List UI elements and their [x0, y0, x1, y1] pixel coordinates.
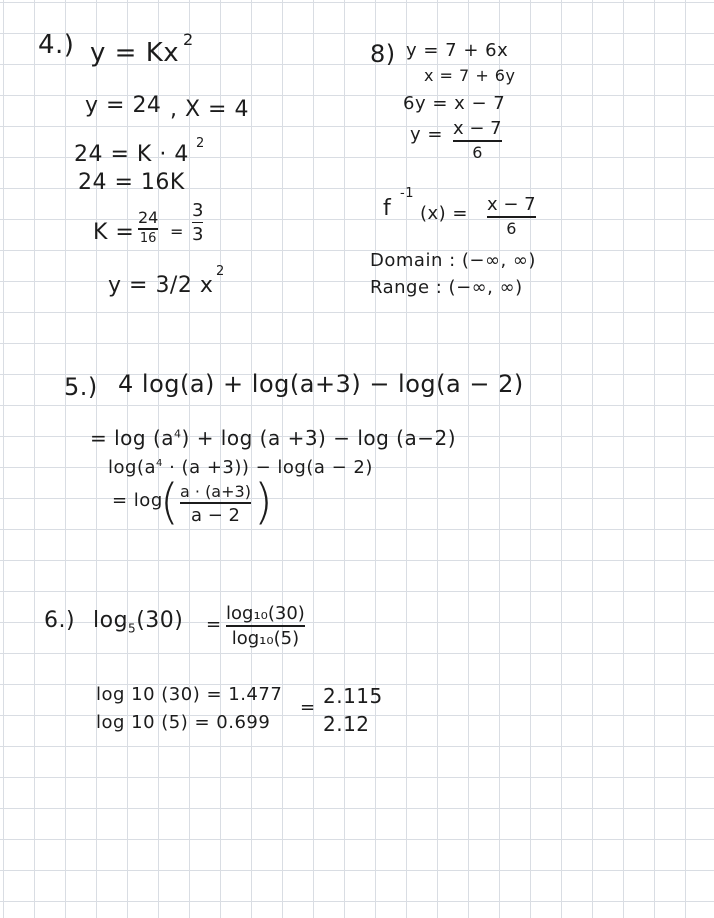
problem-6-numerator: log₁₀(30) [226, 603, 305, 624]
fraction-bar [192, 222, 203, 223]
problem-5-line4-lhs: = log [112, 490, 163, 511]
problem-8-range: Range : (−∞, ∞) [370, 277, 523, 298]
problem-8-inverse-f: f [383, 196, 392, 221]
problem-8-inverse-exponent: -1 [400, 186, 414, 201]
problem-4-equation-exponent: 2 [183, 30, 194, 49]
fraction-bar [138, 228, 158, 230]
fraction-bar [487, 216, 536, 218]
problem-4-k-simplified-numerator: 3 [192, 200, 204, 221]
problem-4-number: 4.) [38, 30, 75, 60]
problem-8-eq2: x = 7 + 6y [424, 66, 516, 85]
problem-5-line4-fraction [180, 482, 251, 526]
problem-6-calc-numerator: log 10 (30) = 1.477 [96, 684, 283, 705]
fraction-bar [226, 625, 305, 627]
problem-8-y-fraction [453, 118, 502, 162]
problem-6-denominator: log₁₀(5) [231, 628, 300, 649]
problem-8-y-numerator: x − 7 [453, 118, 502, 139]
problem-4-given-y: y = 24 [85, 93, 162, 118]
problem-8-number: 8) [370, 40, 396, 68]
problem-5-expression: 4 log(a) + log(a+3) − log(a − 2) [118, 370, 524, 398]
problem-6-result-1: 2.115 [323, 684, 383, 708]
problem-6-change-of-base [226, 603, 305, 649]
problem-5-line2 [90, 426, 456, 450]
problem-8-y-denominator: 6 [472, 143, 483, 162]
problem-4-k-simplified-denominator: 3 [192, 224, 204, 245]
problem-4-k-lhs: K = [93, 220, 135, 245]
problem-6-log-arg: (30) [136, 608, 184, 633]
problem-8-inverse-fraction [487, 194, 536, 238]
problem-8-y-lhs: y = [410, 124, 443, 145]
problem-5-line2-rest: ) + log (a +3) − log (a−2) [181, 426, 457, 450]
problem-4-answer: y = 3/2 x [108, 273, 214, 298]
problem-4-k-numerator: 24 [138, 208, 159, 227]
problem-5-line4-denominator: a − 2 [190, 505, 240, 526]
problem-6-number: 6.) [44, 608, 76, 633]
problem-5-line3-exponent: 4 [156, 458, 163, 469]
problem-6-result-2: 2.12 [323, 712, 370, 736]
problem-6-calc-denominator: log 10 (5) = 0.699 [96, 712, 271, 733]
problem-4-equation: y = Kx [90, 38, 180, 68]
problem-8-eq3: 6y = x − 7 [403, 93, 506, 114]
problem-5-line3-start: log(a [108, 457, 156, 478]
fraction-bar [180, 502, 251, 504]
left-paren: ( [160, 474, 179, 530]
problem-5-line3 [108, 457, 373, 478]
problem-4-given-x: , X = 4 [170, 97, 249, 122]
problem-8-inverse-arg: (x) = [420, 203, 469, 224]
problem-4-k-fraction [138, 208, 158, 246]
problem-4-k-equals: = [170, 222, 184, 241]
problem-4-k-simplified [192, 200, 203, 245]
problem-8-inverse-numerator: x − 7 [487, 194, 536, 215]
problem-4-answer-exponent: 2 [216, 264, 225, 279]
problem-5-line2-start: = log (a [90, 426, 175, 450]
problem-5-line4-numerator: a · (a+3) [180, 482, 251, 501]
problem-6-equals: = [206, 614, 222, 635]
problem-6-log: log [93, 608, 129, 633]
right-paren: ) [254, 474, 273, 530]
problem-8-inverse-denominator: 6 [506, 219, 517, 238]
problem-4-substitution-exponent: 2 [196, 136, 205, 151]
problem-6-lhs [93, 608, 183, 635]
problem-8-domain: Domain : (−∞, ∞) [370, 250, 536, 271]
fraction-bar [453, 140, 502, 142]
problem-4-k-denominator: 16 [139, 231, 157, 246]
problem-4-substitution: 24 = K · 4 [74, 142, 189, 167]
problem-6-calc-equals: = [300, 697, 316, 718]
problem-4-step2: 24 = 16K [78, 170, 185, 195]
problem-5-number: 5.) [64, 373, 98, 401]
problem-6-log-base: 5 [128, 621, 137, 636]
problem-5-line2-exponent: 4 [174, 427, 182, 441]
problem-8-eq1: y = 7 + 6x [406, 40, 509, 61]
problem-5-line3-rest: · (a +3)) − log(a − 2) [162, 457, 373, 478]
